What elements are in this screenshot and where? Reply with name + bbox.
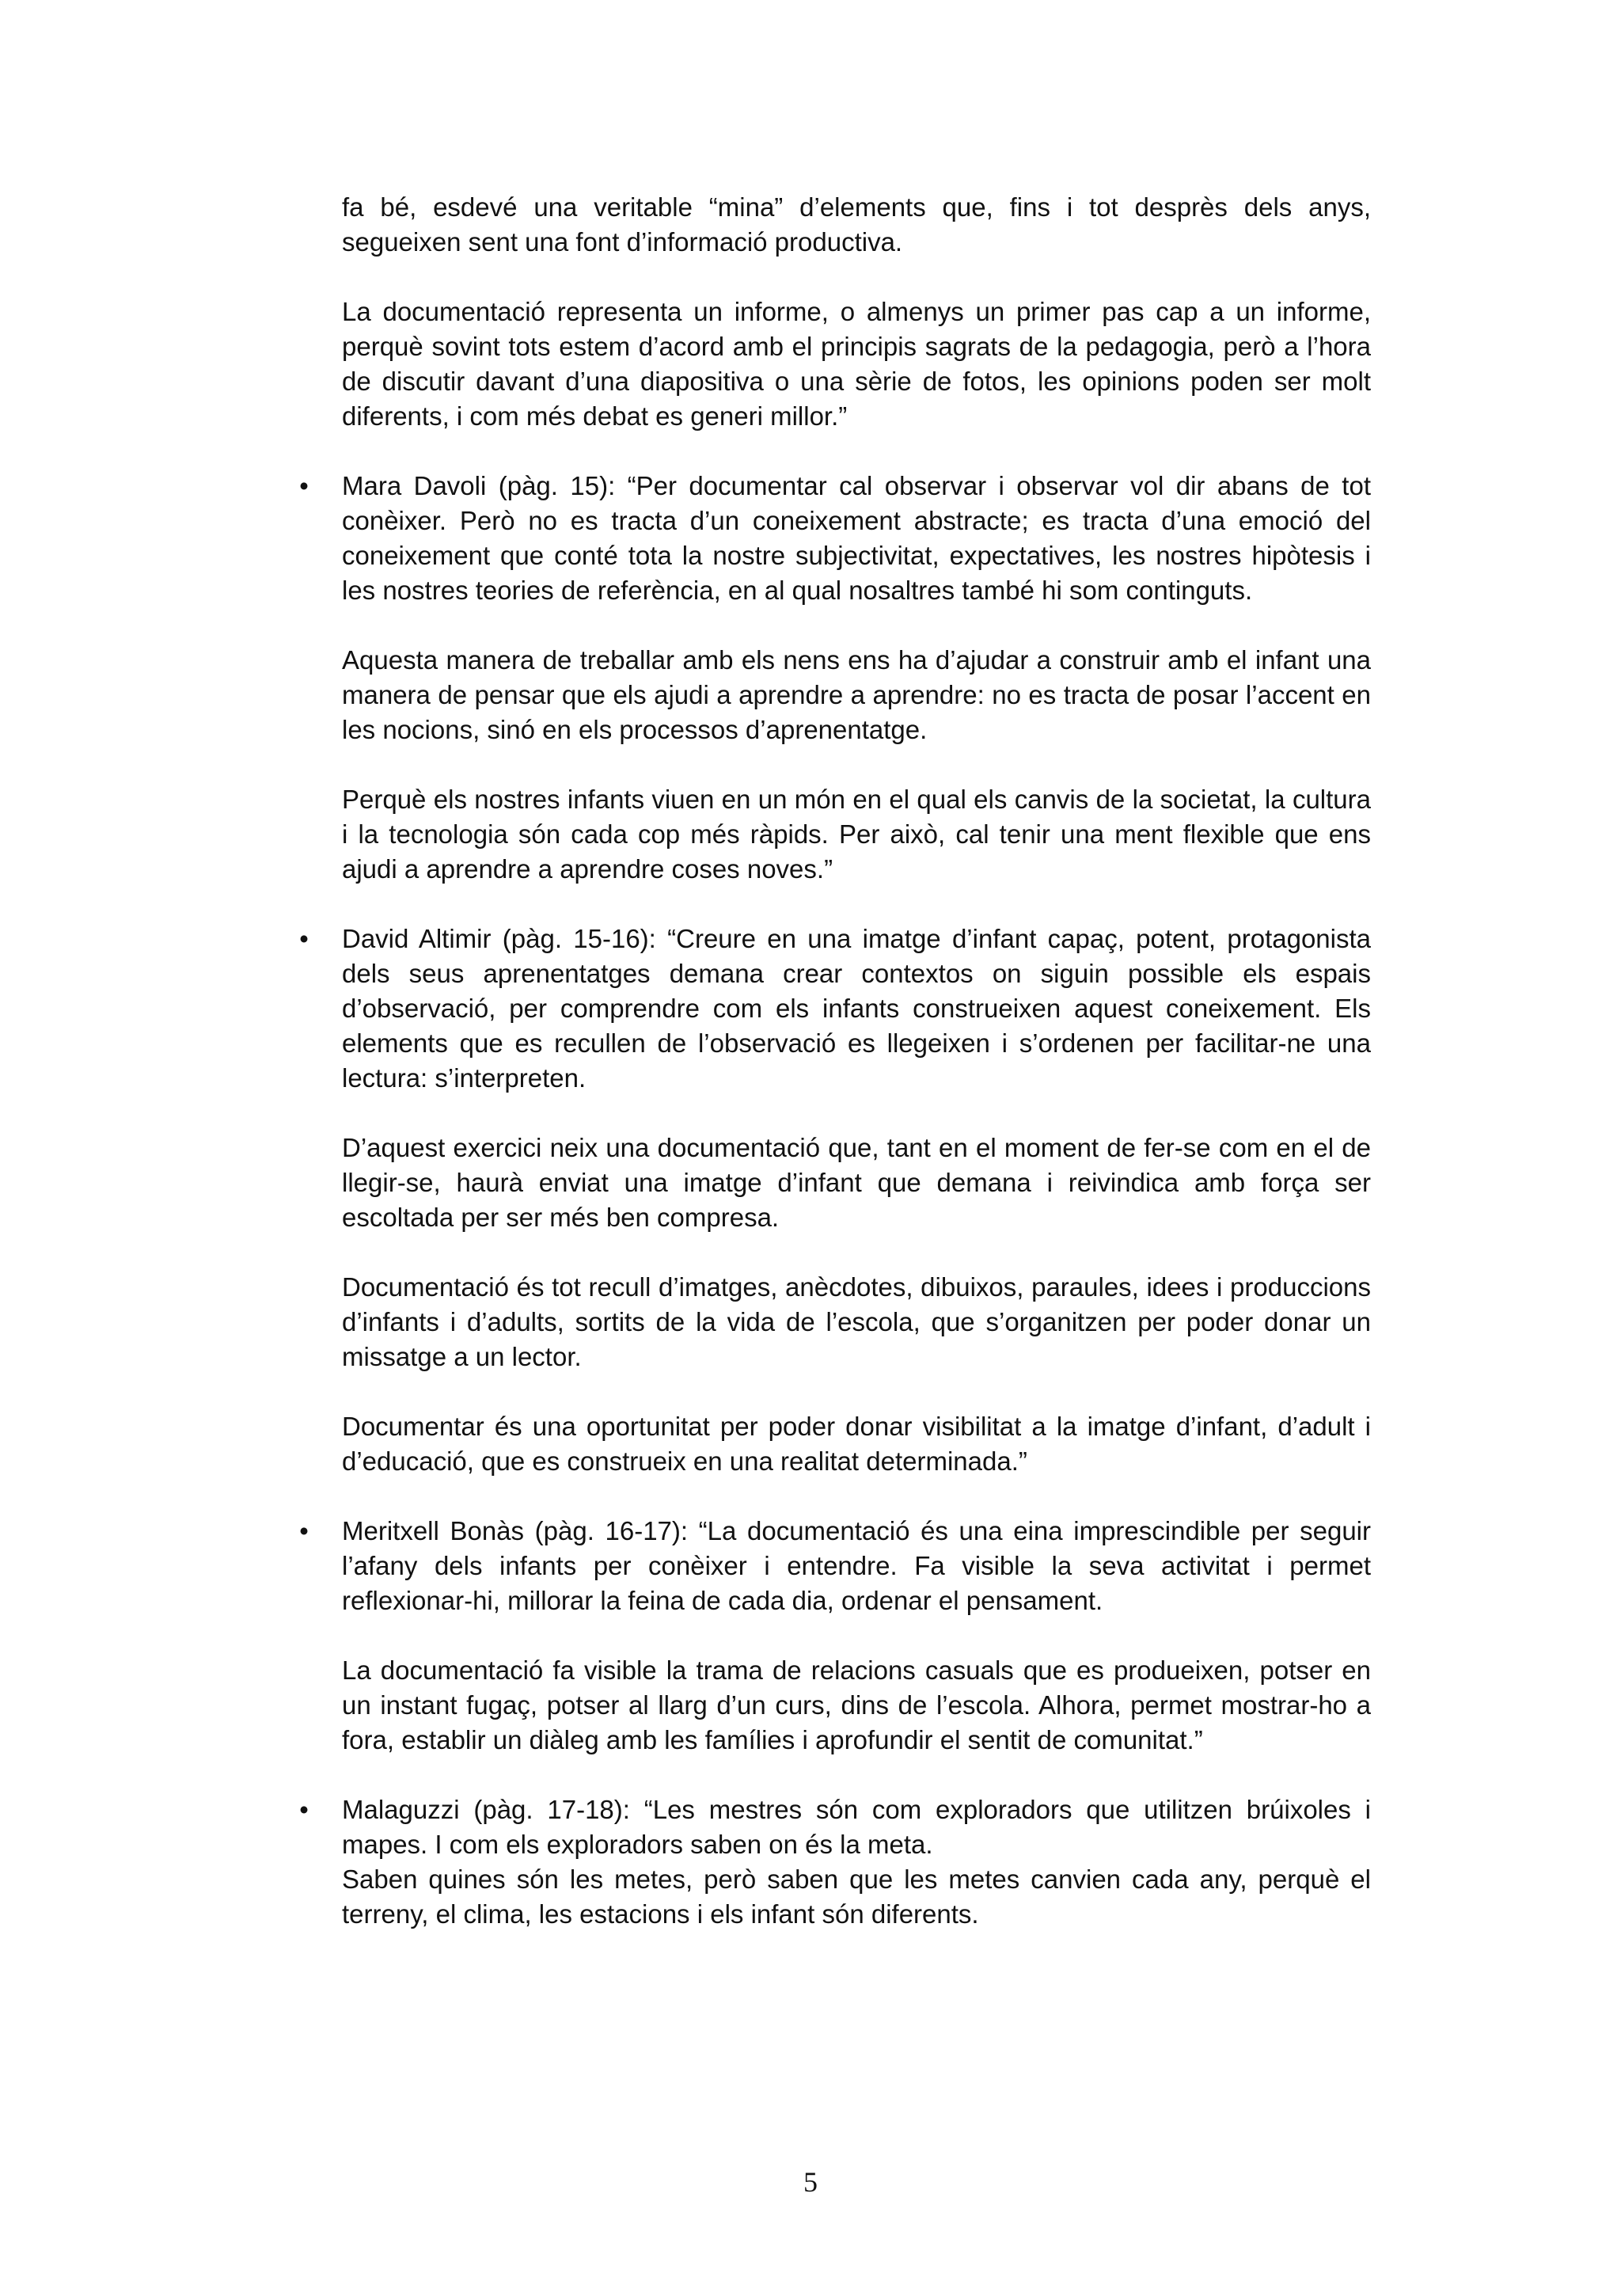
paragraph-manera-treballar: Aquesta manera de treballar amb els nens ens ha d’ajudar a construir amb el infant una manera de pensar que els ajudi a aprendre a aprendre: no es tracta de posar l’accent en les nocions, sinó en els processos d’aprenentatge.: [342, 645, 1371, 744]
document-body: [299, 190, 1371, 1932]
bullet-icon: •: [299, 1795, 309, 1824]
bullet-icon: •: [299, 924, 309, 953]
list-item-mara-davoli: [299, 469, 1371, 608]
list-item-david-altimir: [299, 922, 1371, 1096]
paragraph-malaguzzi: Malaguzzi (pàg. 17-18): “Les mestres són com exploradors que utilitzen brúixoles i mapes. I com els exploradors saben on és la meta.: [342, 1795, 1371, 1859]
paragraph-metes: Saben quines són les metes, però saben que les metes canvien cada any, perquè el terreny, el clima, les estacions i els infant són diferents.: [342, 1865, 1371, 1929]
list-item-meritxell-bonas: [299, 1514, 1371, 1618]
list-item-malaguzzi: [299, 1792, 1371, 1862]
bullet-icon: •: [299, 471, 309, 500]
paragraph-david-altimir: David Altimir (pàg. 15-16): “Creure en una imatge d’infant capaç, potent, protagonista dels seus aprenentatges demana crear contextos on siguin possible els espais d’observació, per comprendre com els infants construeixen aquest coneixement. Els elements que es recullen de l’observació es llegeixen i s’ordenen per facilitar-ne una lectura: s’interpreten.: [342, 924, 1371, 1093]
paragraph-nostres-infants: Perquè els nostres infants viuen en un món en el qual els canvis de la societat, la cultura i la tecnologia són cada cop més ràpids. Per això, cal tenir una ment flexible que ens ajudi a aprendre a aprendre coses noves.”: [342, 785, 1371, 884]
paragraph-continuation: fa bé, esdevé una veritable “mina” d’elements que, fins i tot desprès dels anys, segueixen sent una font d’informació productiva.: [342, 192, 1371, 257]
bullet-icon: •: [299, 1516, 309, 1545]
paragraph-aquest-exercici: D’aquest exercici neix una documentació que, tant en el moment de fer-se com en el de llegir-se, haurà enviat una imatge d’infant que demana i reivindica amb força ser escoltada per ser més ben compresa.: [342, 1133, 1371, 1232]
paragraph-documentacio-recull: Documentació és tot recull d’imatges, anècdotes, dibuixos, paraules, idees i produccions d’infants i d’adults, sortits de la vida de l’escola, que s’organitzen per poder donar un missatge a un lector.: [342, 1272, 1371, 1371]
paragraph-trama-relacions: La documentació fa visible la trama de relacions casuals que es produeixen, potser en un instant fugaç, potser al llarg d’un curs, dins de l’escola. Alhora, permet mostrar-ho a fora, establir un diàleg amb les famílies i aprofundir el sentit de comunitat.”: [342, 1655, 1371, 1754]
paragraph-documentacio-informe: La documentació representa un informe, o almenys un primer pas cap a un informe, perquè sovint tots estem d’acord amb el principis sagrats de la pedagogia, però a l’hora de discutir davant d’una diapositiva o una sèrie de fotos, les opinions poden ser molt diferents, i com més debat es generi millor.”: [342, 297, 1371, 431]
paragraph-meritxell-bonas: Meritxell Bonàs (pàg. 16-17): “La documentació és una eina imprescindible per seguir l’afany dels infants per conèixer i entendre. Fa visible la seva activitat i permet reflexionar-hi, millorar la feina de cada dia, ordenar el pensament.: [342, 1516, 1371, 1615]
paragraph-mara-davoli: Mara Davoli (pàg. 15): “Per documentar cal observar i observar vol dir abans de tot conèixer. Però no es tracta d’un coneixement abstracte; es tracta d’una emoció del coneixement que conté tota la nostre subjectivitat, expectatives, les nostres hipòtesis i les nostres teories de referència, en al qual nosaltres també hi som continguts.: [342, 471, 1371, 605]
page-number: 5: [803, 2166, 818, 2198]
paragraph-documentar-oportunitat: Documentar és una oportunitat per poder donar visibilitat a la imatge d’infant, d’adult i d’educació, que es construeix en una realitat determinada.”: [342, 1412, 1371, 1476]
